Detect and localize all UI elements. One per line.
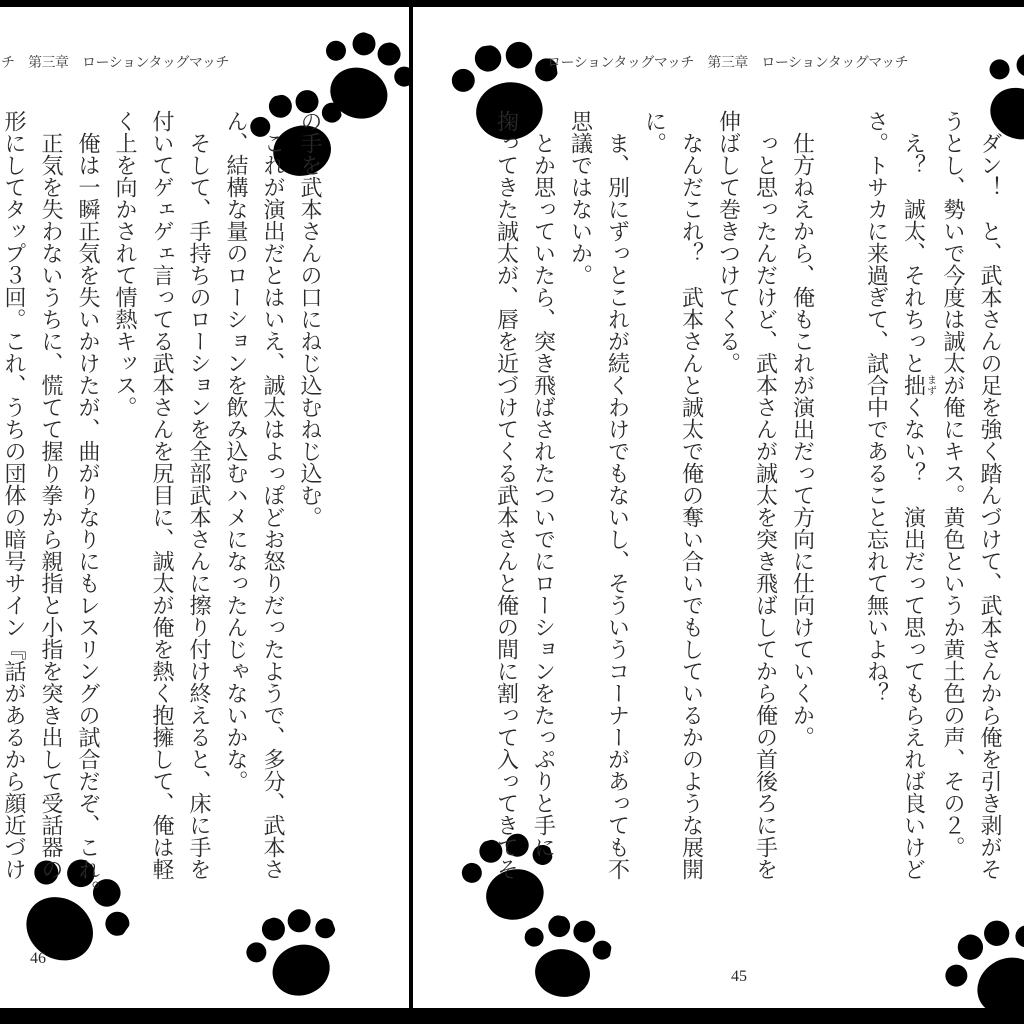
- ruby-base: 拙: [901, 374, 927, 396]
- left-page-number: 46: [30, 950, 46, 967]
- paw-print-icon: [238, 899, 355, 1013]
- paw-print-icon: [515, 910, 616, 1008]
- right-page-number: 45: [731, 968, 747, 985]
- text-column: これが演出だとはいえ、誠太はよっぽどお怒りだったようで、多分、武本さ: [261, 110, 286, 880]
- text-column-with-furigana: [896, 110, 936, 910]
- text-column: 仕方ねえから、俺もこれが演出だって方向に仕向けていくか。: [790, 110, 816, 748]
- page-divider: [409, 0, 413, 1024]
- text-column: く上を向かされて情熱キッス。: [113, 110, 138, 418]
- text-column: 伸ばして巻きつけてくる。: [716, 110, 742, 374]
- text-column: ま、別にずっとこれが続くわけでもないし、そういうコーナーがあっても不: [605, 110, 631, 880]
- left-page-header: チ 第三章 ローションタッグマッチ: [1, 56, 229, 71]
- text-column: に。: [642, 110, 668, 154]
- left-page[interactable]: [0, 0, 409, 1024]
- text-segment: くない？ 演出だって思ってもらえれば良いけど: [901, 396, 927, 880]
- right-page[interactable]: [413, 0, 1024, 1024]
- text-segment: え？ 誠太、それちっと: [901, 110, 927, 374]
- blank-column: [822, 110, 859, 910]
- text-column: 思議ではないか。: [568, 110, 594, 286]
- text-column: 俺は一瞬正気を失いかけたが、曲がりなりにもレスリングの試合だぞ、これ。: [76, 110, 101, 902]
- text-column: 形にしてタップ３回。これ、うちの団体の暗号サイン『話があるから顔近づけ: [2, 110, 27, 880]
- text-column: うとし、勢いで今度は誠太が俺にキス。黄色というか黄土色の声、その２。: [941, 110, 966, 858]
- bottom-chrome-bar: [0, 1008, 1024, 1024]
- text-column: 掬ってきた誠太が、唇を近づけてくる武本さんと俺の間に割って入ってきてそ: [494, 110, 520, 880]
- paw-print-icon: [932, 905, 1024, 1024]
- right-page-header: ローションタッグマッチ 第三章 ローションタッグマッチ: [547, 56, 909, 71]
- text-column: 正気を失わないうちに、慌てて握り拳から親指と小指を突き出して受話器の: [39, 110, 64, 880]
- text-column: ん、結構な量のローションを飲み込むハメになったんじゃないかな。: [224, 110, 249, 792]
- text-column: そして、手持ちのローションを全部武本さんに擦り付け終えると、床に手を: [187, 110, 212, 880]
- ruby-text: まず: [924, 374, 936, 396]
- text-column: さ。トサカに来過ぎて、試合中であること忘れて無いよね？: [864, 110, 890, 704]
- right-page-body: [489, 110, 1010, 910]
- left-page-body: [0, 110, 329, 910]
- text-column: っと思ったんだけど、武本さんが誠太を突き飛ばしてから俺の首後ろに手を: [753, 110, 779, 880]
- text-column: なんだこれ？ 武本さんと誠太で俺の奪い合いでもしているかのような展開: [679, 110, 705, 880]
- text-column: の手を武本さんの口にねじ込むねじ込む。: [298, 110, 323, 528]
- text-column: 付いてゲェゲェ言ってる武本さんを尻目に、誠太が俺を熱く抱擁して、俺は軽: [150, 110, 175, 880]
- top-chrome-bar: [0, 0, 1024, 7]
- text-column: とか思っていたら、突き飛ばされたついでにローションをたっぷりと手に: [531, 110, 557, 858]
- furigana-ruby: [901, 374, 936, 396]
- text-column: ダン！ と、武本さんの足を強く踏んづけて、武本さんから俺を引き剥がそ: [978, 110, 1003, 880]
